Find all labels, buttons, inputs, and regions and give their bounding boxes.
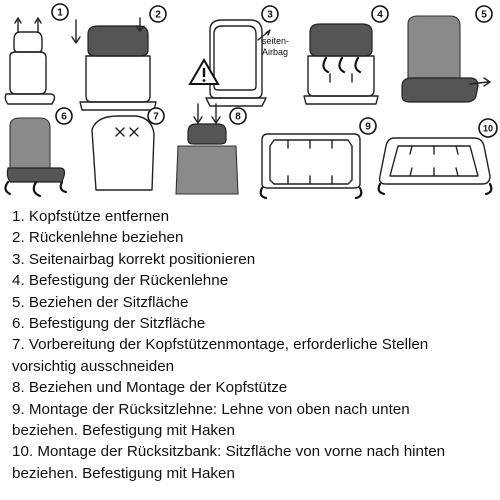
instruction-line: 7. Vorbereitung der Kopfstützenmontage, erforderliche Stellen [12,336,429,354]
panel-2-backrest-cover [72,18,156,110]
airbag-label-line1: seiten- [262,36,290,46]
instruction-line: 9. Montage der Rücksitzlehne: Lehne von oben nach unten [12,400,410,418]
step-badge-3 [262,6,278,22]
instruction-line: 4. Befestigung der Rückenlehne [12,272,229,290]
airbag-label-line2: Airbag [262,47,289,57]
svg-text:3: 3 [267,9,273,21]
instruction-line: 3. Seitenairbag korrekt positionieren [12,250,256,268]
instruction-line: 6. Befestigung der Sitzfläche [12,315,206,333]
svg-text:6: 6 [61,111,67,123]
svg-text:8: 8 [235,111,241,123]
instruction-line: beziehen. Befestigung mit Haken [12,464,235,482]
step-badge-8 [230,108,246,124]
panel-3-side-airbag [190,20,289,106]
instruction-line: 8. Beziehen und Montage der Kopfstütze [12,379,288,397]
instruction-line: 1. Kopfstütze entfernen [12,208,170,225]
panel-6-cushion-fastening [5,118,66,196]
panel-8-headrest-mounting [176,104,238,194]
panel-10-rear-bench [379,138,492,194]
instruction-line: beziehen. Befestigung mit Haken [12,422,235,440]
installation-diagram [0,0,500,205]
svg-text:4: 4 [377,9,383,21]
step-badge-7 [148,108,164,124]
instruction-line: 2. Rückenlehne beziehen [12,229,184,247]
panel-5-seat-cushion-cover [402,16,490,102]
panel-9-rear-backrest [261,134,362,198]
step-badge-6 [56,108,72,124]
svg-text:1: 1 [57,7,63,19]
instruction-line: 10. Montage der Rücksitzbank: Sitzfläche von vorne nach hinten [12,443,446,461]
svg-text:2: 2 [155,9,161,21]
panel-7-headrest-preparation [92,116,154,190]
instruction-line: vorsichtig ausschneiden [12,357,175,375]
step-badge-4 [372,6,388,22]
step-badge-10 [479,119,497,137]
step-badge-5 [476,6,492,22]
svg-text:9: 9 [365,121,371,133]
instruction-line: 5. Beziehen der Sitzfläche [12,293,189,311]
step-badge-9 [360,118,376,134]
svg-text:5: 5 [481,9,487,21]
step-badge-1 [52,4,68,20]
panel-4-backrest-fastening [304,24,378,104]
panel-1-seat-headrest-removal [5,18,54,104]
instruction-list [12,206,496,484]
svg-text:10: 10 [482,123,494,134]
svg-text:7: 7 [153,111,159,123]
step-badge-2 [150,6,166,22]
